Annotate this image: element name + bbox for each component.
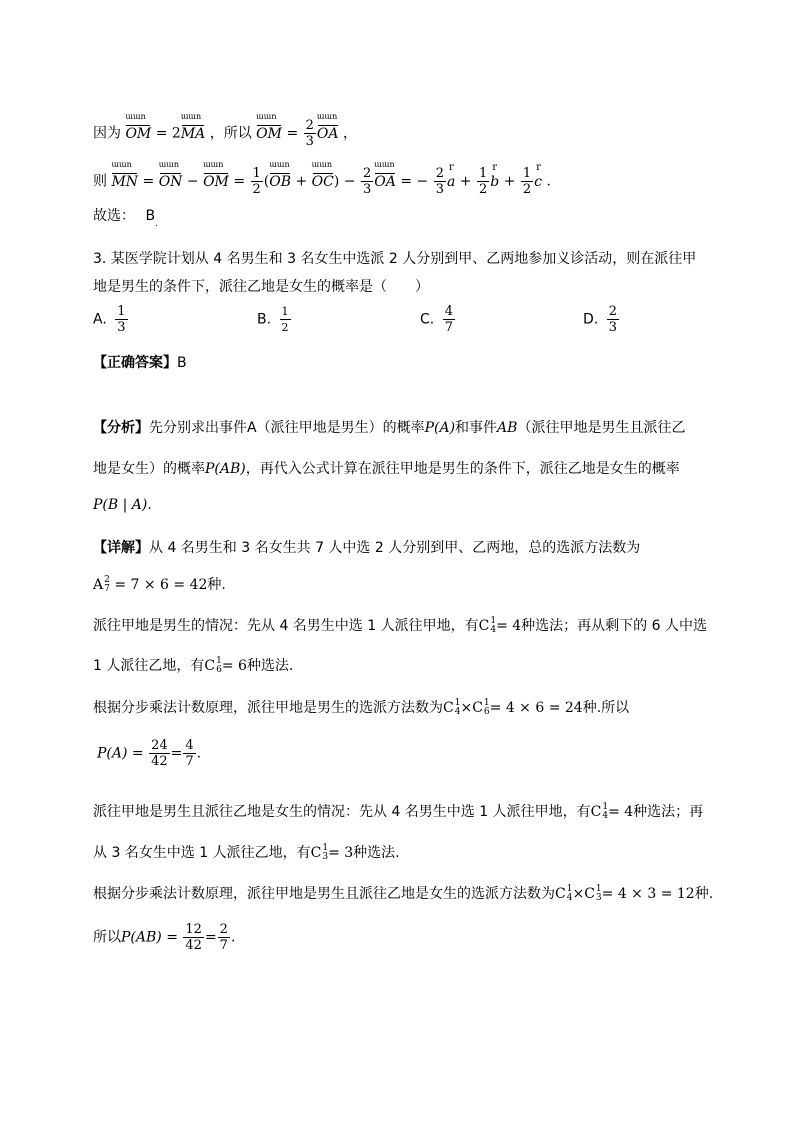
fraction: $\frac{2}{3}$ [608, 304, 617, 335]
detail-line-7: 派往甲地是男生且派往乙地是女生的情况：先从 4 名男生中选 1 人派往甲地，有C 1 4 = 4种选法；再 [93, 802, 704, 821]
detail-line-2: A 2 7 = 7 × 6 = 42种. [93, 575, 226, 594]
text: ，所以 [209, 125, 252, 142]
vector-b: r b [490, 161, 500, 190]
vector-ma: ɯɯn MA [180, 111, 206, 142]
vector-om: ɯɯn OM [203, 159, 229, 190]
answer-label: 【正确答案】 [93, 355, 177, 371]
fraction: $\frac{2}{3}$ [435, 166, 444, 197]
detail-line-9: 根据分步乘法计数原理，派往甲地是男生且派往乙地是女生的选派方法数为C 1 4 ×C 1 3 = 4 × 3 = 12种. [93, 884, 714, 903]
detail-pab-equation: 所以P(AB) = $\frac{12}{42}$ = $\frac{2}{7}$ . [93, 922, 236, 953]
fraction: $\frac{1}{2}$ [281, 305, 289, 334]
fraction: $\frac{1}{2}$ [478, 166, 488, 197]
vector-mn: ɯɯn MN [111, 159, 139, 190]
answer-value: B [177, 355, 187, 371]
question-text-line-2: 地是男生的条件下，派往乙地是女生的概率是（ ） [93, 279, 429, 295]
detail-line-8: 从 3 名女生中选 1 人派往乙地，有C 1 3 = 3种选法. [93, 843, 400, 862]
detail-line-3: 派往甲地是男生的情况：先从 4 名男生中选 1 人派往甲地，有C 1 4 = 4种选法；再从剩下的 6 人中选 [93, 616, 707, 635]
prev-line-3: 故选： $B_.$ [93, 208, 158, 229]
text: 因为 [93, 125, 121, 142]
correct-answer [93, 352, 187, 372]
fraction: $\frac{2}{3}$ [362, 166, 372, 197]
question-text-line-1: 3. 某医学院计划从 4 名男生和 3 名女生中选派 2 人分别到甲、乙两地参加义诊活动，则在派往甲 [93, 251, 697, 267]
fraction: $\frac{2}{7}$ [219, 922, 228, 953]
analysis-line-1: 【分析】先分别求出事件A（派往甲地是男生）的概率P(A)和事件AB（派往甲地是男生且派往乙 [93, 420, 686, 436]
prev-line-2: 则 ɯɯn MN = ɯɯn ON − ɯɯn OM = $\frac{1}{2}$ ( ɯɯn OB + ɯɯn OC) − $\frac{2}{3}$ ɯɯn OA = − $\frac{2}{3}$ r a + $\frac{1}{2}$ r b + $\frac{1}{2}$ r c . [93, 159, 551, 197]
detail-pa-equation: P(A) = $\frac{24}{42}$ = $\frac{4}{7}$ . [97, 738, 202, 769]
analysis-line-2: 地是女生）的概率P(AB)，再代入公式计算在派往甲地是男生的条件下，派往乙地是女生的概率 [93, 461, 680, 477]
prev-line-1: 因为 ɯɯn OM = 2 ɯɯn MA ，所以 ɯɯn OM = $\frac{2}{3}$ ɯɯn OA ， [93, 111, 357, 149]
analysis-line-3: P(B | A). [93, 497, 152, 513]
detail-line-1: 【详解】从 4 名男生和 3 名女生共 7 人中选 2 人分别到甲、乙两地，总的选派方法数为 [93, 540, 641, 556]
fraction: $\frac{1}{3}$ [117, 304, 126, 335]
vector-om: ɯɯn OM [256, 111, 282, 142]
vector-c: r c [534, 161, 542, 190]
fraction: $\frac{4}{7}$ [185, 738, 194, 769]
vector-oc: ɯɯn OC [311, 159, 334, 190]
fraction: $\frac{12}{42}$ [185, 922, 202, 953]
option-a[interactable]: A. $\frac{1}{3}$ [93, 304, 126, 335]
vector-oa: ɯɯn OA [374, 159, 396, 190]
vector-oa: ɯɯn OA [316, 111, 339, 142]
fraction: $\frac{1}{2}$ [252, 166, 261, 197]
fraction: $\frac{24}{42}$ [151, 738, 168, 769]
vector-om: ɯɯn OM [125, 111, 152, 142]
vector-on: ɯɯn ON [158, 159, 183, 190]
fraction: $\frac{4}{7}$ [444, 304, 453, 335]
fraction: $\frac{1}{2}$ [522, 166, 532, 197]
option-c[interactable]: C. $\frac{4}{7}$ [420, 304, 453, 335]
vector-ob: ɯɯn OB [269, 159, 292, 190]
fraction: $\frac{2}{3}$ [305, 118, 314, 149]
option-b[interactable]: B. $\frac{1}{2}$ [257, 305, 289, 334]
option-d[interactable]: D. $\frac{2}{3}$ [583, 304, 617, 335]
detail-line-4: 1 人派往乙地，有C 1 6 = 6种选法. [93, 656, 294, 675]
vector-a: r a [446, 161, 456, 190]
detail-line-5: 根据分步乘法计数原理，派往甲地是男生的选派方法数为C 1 4 ×C 1 6 = 4 × 6 = 24种.所以 [93, 698, 630, 717]
